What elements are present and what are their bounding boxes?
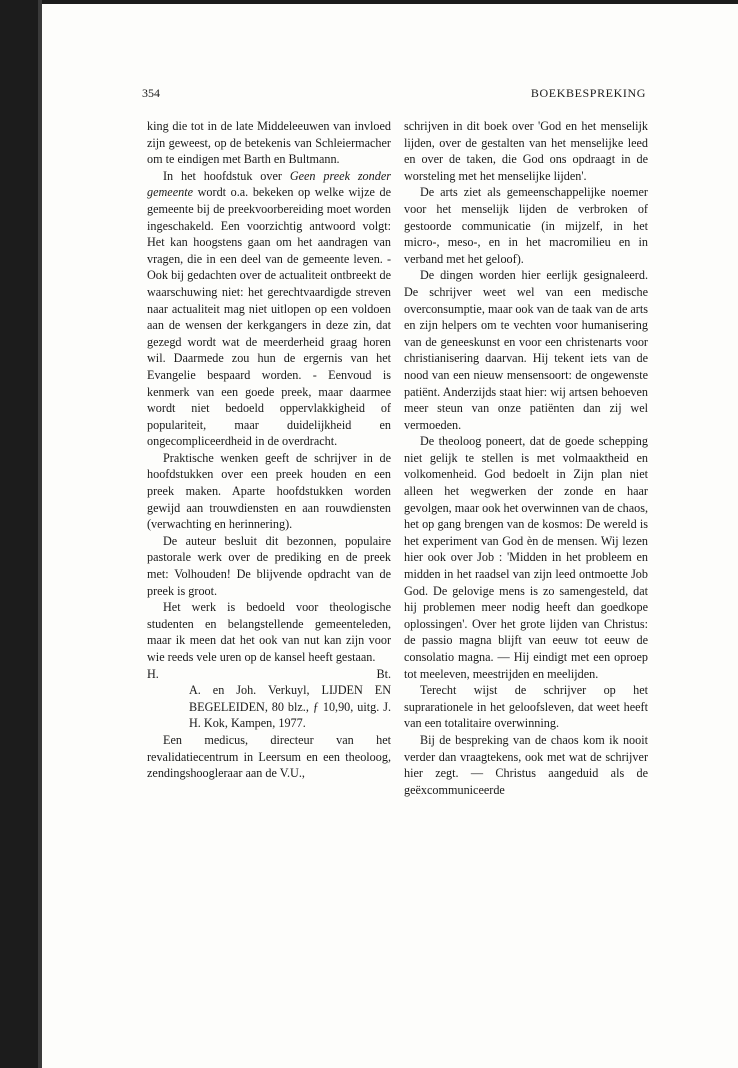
page-header <box>142 86 646 104</box>
text-span: In het hoofdstuk over <box>163 168 290 183</box>
signature-initials: Bt. <box>376 666 391 681</box>
paragraph: king die tot in de late Middeleeuwen van invloed zijn geweest, op de betekenis van Schleiermacher om te eindigen met Barth en Bultmann. <box>147 119 391 167</box>
paragraph: schrijven in dit boek over 'God en het menselijk lijden, over de gestalten van het menselijke leed en over de taken, die God ons opdraagt in de worsteling met het menselijke lijden'. <box>404 119 648 183</box>
running-head: BOEKBESPREKING <box>530 86 646 100</box>
book-reference: A. en Joh. Verkuyl, LIJDEN EN BEGELEIDEN, 80 blz., ƒ 10,90, uitg. J. H. Kok, Kampen, 1977. <box>189 683 391 731</box>
paragraph: Een medicus, directeur van het revalidatiecentrum in Leersum en een theoloog, zendingshoogleraar aan de V.U., <box>147 732 391 781</box>
text-span: wordt o.a. bekeken op welke wijze de gemeente bij de preekvoorbereiding moet worden ingeschakeld. Een voorzichtig antwoord volgt: Het kan hoogstens gaan om het aandragen van vragen, die in een deel van de gemeente leven. - Ook bij gedachten over de actualiteit ontbreekt de waarschuwing niet: het gerechtvaardigde streven naar actualiteit mag niet uitlopen op een voldoen aan de wensen der kerkgangers in deze zin, dat gezegd wordt wat de meerderheid graag horen wil. Daarmede zou hun de ergernis van het Evangelie bespaard worden. - Eenvoud is kenmerk van een goede preek, maar daarmee wordt niet bedoeld oppervlakkigheid of populariteit, maar duidelijkheid en ongecompliceerdheid in de overdracht. <box>147 185 391 449</box>
paragraph: Praktische wenken geeft de schrijver in de hoofdstukken over een preek houden en een preek maken. Aparte hoofdstukken worden gewijd aan trouwdiensten en aan rouwdiensten (verwachting en herinnering). <box>147 450 391 532</box>
page-number: 354 <box>142 86 160 100</box>
italic-title: Geen preek zonder gemeente <box>147 168 391 200</box>
right-column <box>404 118 648 798</box>
paragraph: Bij de bespreking van de chaos kom ik nooit verder dan vraagtekens, ook met wat de schrijver hier zegt. — Christus aangeduid als de geëxcommuniceerde <box>404 732 648 797</box>
paragraph: De auteur besluit dit bezonnen, populaire pastorale werk over de prediking en de preek met: Volhouden! De blijvende opdracht van de preek is groot. <box>147 533 391 598</box>
scan-border-left <box>0 0 38 1068</box>
paragraph: Terecht wijst de schrijver op het suprarationele in het geloofsleven, dat weet heeft van een totalitaire overwinning. <box>404 683 648 731</box>
signature-initial: H. <box>147 666 159 681</box>
paragraph: De dingen worden hier eerlijk gesignaleerd. De schrijver weet wel van een medische overconsumptie, maar ook van de taak van de arts en zijn helpers om te vechten voor humanisering van de geneeskunst en voor een christenarts voor christianisering daarvan. Hij tekent iets van de nood van een nieuw mensensoort: de ongewenste patiënt. Anderzijds staat hier: wij artsen behoeven meer steun van onze patiënten dan zij wel vermoeden. <box>404 268 648 432</box>
paragraph: De arts ziet als gemeenschappelijke noemer voor het menselijk lijden de verbroken of gestoorde communicatie (in mijzelf, in het micro-, meso-, en in het macromilieu en in verband met het geloof). <box>404 185 648 266</box>
paragraph: De theoloog poneert, dat de goede schepping niet gelijk te stellen is met volmaaktheid en volkomenheid. God bedoelt in Zijn plan niet alleen het wegwerken der zonde en haar gevolgen, maar ook het overwinnen van de chaos, het op gang brengen van de kosmos: De wereld is het experiment van God èn de mensen. Wij lezen hier ook over Job : 'Midden in het probleem en midden in het raadsel van zijn leed ontmoette Job God. De gelovige mens is zo samengesteld, dat hij problemen meer nodig heeft dan goedkope oplossingen'. Over het grote lijden van Christus: de passio magna blijft van eeuw tot eeuw de consolatio magna. — Hij eindigt met een oproep tot meeleven, meestrijden en meelijden. <box>404 434 649 681</box>
paragraph: Het werk is bedoeld voor theologische studenten en belangstellende gemeenteleden, maar ik meen dat het ook van nut kan zijn voor wie reeds vele uren op de kansel heeft gestaan. <box>147 600 391 664</box>
paragraph <box>147 168 391 450</box>
review-signature <box>147 666 391 683</box>
left-column <box>147 118 391 782</box>
